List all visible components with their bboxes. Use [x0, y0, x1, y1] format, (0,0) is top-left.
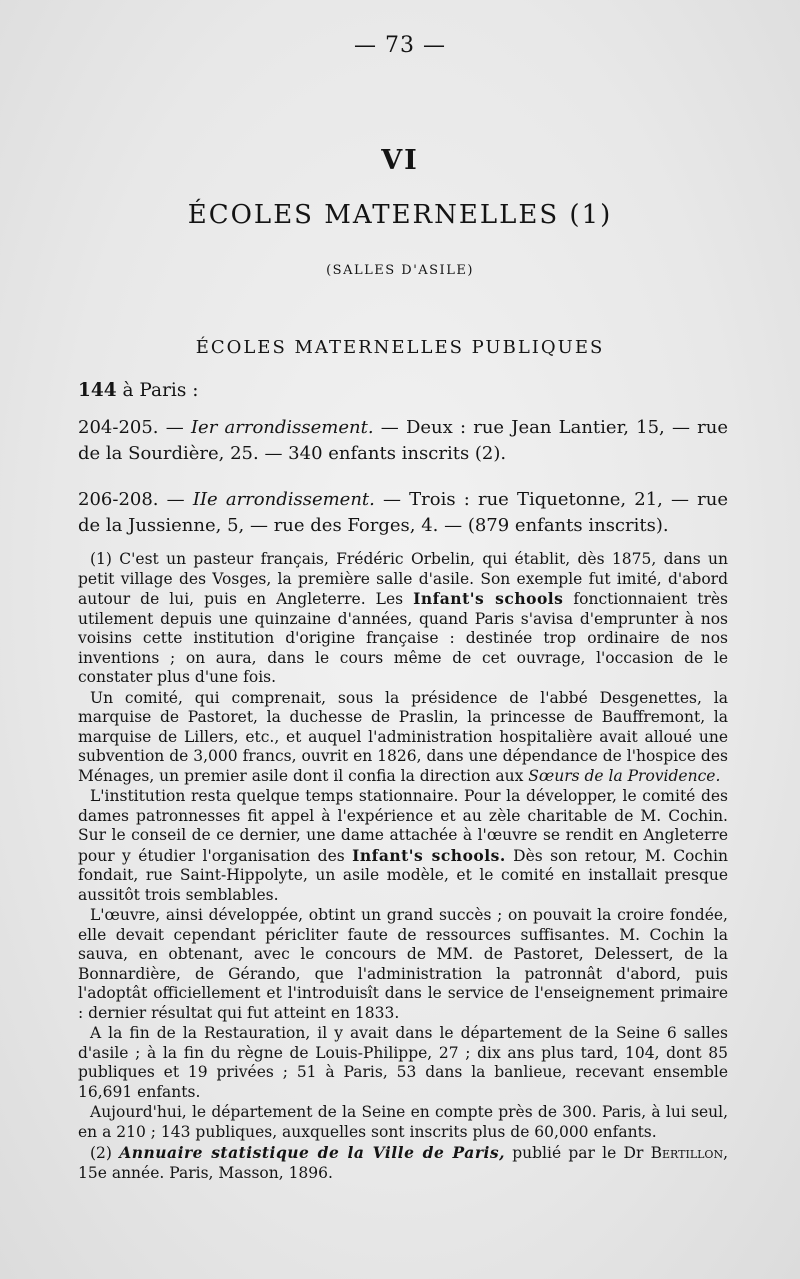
- entry-text: — Trois : rue Tiquetonne, 21, — rue de la Jussienne, 5, — rue des Forges, 4. — (879 enfants inscrits).: [78, 489, 729, 536]
- footnote-text: Un comité, qui comprenait, sous la présidence de l'abbé Desgenettes, la marquise de Pastoret, la duchesse de Praslin, la princesse de Bauffremont, la marquise de Lillers, etc., et auquel l'administration hospitalière avait alloué une subvention de 3,000 francs, ouvrit en 1826, dans une dépendance de l'hospice des Ménages, un premier asile dont il confia la direction aux: [78, 688, 728, 785]
- school-count-line: [78, 380, 728, 401]
- footnote-paragraph: [78, 689, 728, 787]
- footnote-bold-term: Infant's schools: [413, 589, 564, 608]
- footnote-text: (1) C'est un pasteur français, Frédéric Orbelin, qui établit, dès 1875, dans un petit village des Vosges, la première salle d'asile. Son exemple fut imité, d'abord autour de lui, puis en Angleterre. Les: [78, 550, 728, 608]
- school-count-label: à Paris :: [122, 380, 199, 401]
- citation-prefix: (2): [90, 1144, 120, 1162]
- footnote-bold-term: Infant's schools.: [352, 845, 506, 865]
- footnote-paragraph: [78, 550, 728, 688]
- footnote-paragraph: [78, 787, 728, 905]
- arrondissement-entry: [78, 487, 728, 539]
- footnote-paragraph: Aujourd'hui, le département de la Seine en compte près de 300. Paris, à lui seul, en a 210 ; 143 publiques, auxquelles sont inscrits plus de 60,000 enfants.: [78, 1103, 728, 1141]
- entry-dash: —: [158, 489, 193, 510]
- citation-text: 15e année. Paris, Masson, 1896.: [78, 1163, 333, 1182]
- entry-range: 206-208.: [78, 489, 159, 510]
- footnote-text: fonctionnaient très utilement depuis une quinzaine d'années, quand Paris s'avisa d'emprunter à nos voisins cette institution d'origine française : destinée trop ordinaire de nos inventions ; on aura, dans le cours même de cet ouvrage, l'occasion de le constater plus d'une fois.: [78, 590, 728, 686]
- entry-dash: —: [158, 417, 191, 438]
- section-title: ÉCOLES MATERNELLES PUBLIQUES: [195, 337, 605, 358]
- footnote-italic-term: Sœurs de la Providence.: [528, 766, 721, 785]
- footnotes: [78, 550, 728, 1184]
- entry-arrondissement: IIe arrondissement.: [192, 489, 375, 510]
- citation-text: publié par le Dr: [505, 1144, 651, 1162]
- chapter-title: ÉCOLES MATERNELLES (1): [187, 200, 613, 230]
- entry-arrondissement: Ier arrondissement.: [190, 417, 374, 438]
- citation-author: Bertillon,: [650, 1144, 728, 1162]
- footnote-text: L'institution resta quelque temps stationnaire. Pour la développer, le comité des dames patronnesses fit appel à l'expérience et au zèle charitable de M. Cochin. Sur le conseil de ce dernier, une dame attachée à l'œuvre se rendit en Angleterre pour y étudier l'organisation des: [78, 787, 728, 865]
- footnote-paragraph: L'œuvre, ainsi développée, obtint un grand succès ; on pouvait la croire fondée, elle devait cependant péricliter faute de ressources suffisantes. M. Cochin la sauva, en obtenant, avec le concours de MM. de Pastoret, Delessert, de la Bonnardière, de Gérando, que l'administration la patronnât d'abord, puis l'adoptât officiellement et l'introduisît dans le service de l'enseignement primaire : dernier résultat qui fut atteint en 1833.: [78, 906, 728, 1022]
- chapter-subtitle: (SALLES D'ASILE): [326, 263, 474, 278]
- footnote-citation: [78, 1143, 728, 1183]
- school-count: 144: [78, 380, 117, 401]
- arrondissement-entry: [78, 415, 728, 467]
- footnote-paragraph: A la fin de la Restauration, il y avait dans le département de la Seine 6 salles d'asile ; à la fin du règne de Louis-Philippe, 27 ; dix ans plus tard, 104, dont 85 publiques et 19 privées ; 51 à Paris, 53 dans la banlieue, recevant ensemble 16,691 enfants.: [78, 1024, 728, 1101]
- footnote-text: Dès son retour, M. Cochin fondait, rue Saint-Hippolyte, un asile modèle, et le comité en installait presque aussitôt trois semblables.: [78, 846, 728, 904]
- page-number: — 73 —: [354, 33, 446, 58]
- entry-text: — Deux : rue Jean Lantier, 15, — rue de la Sourdière, 25. — 340 enfants inscrits (2).: [78, 417, 728, 464]
- entry-range: 204-205.: [78, 417, 159, 438]
- chapter-number: VI: [381, 145, 419, 176]
- citation-title: Annuaire statistique de la Ville de Paris,: [119, 1143, 505, 1162]
